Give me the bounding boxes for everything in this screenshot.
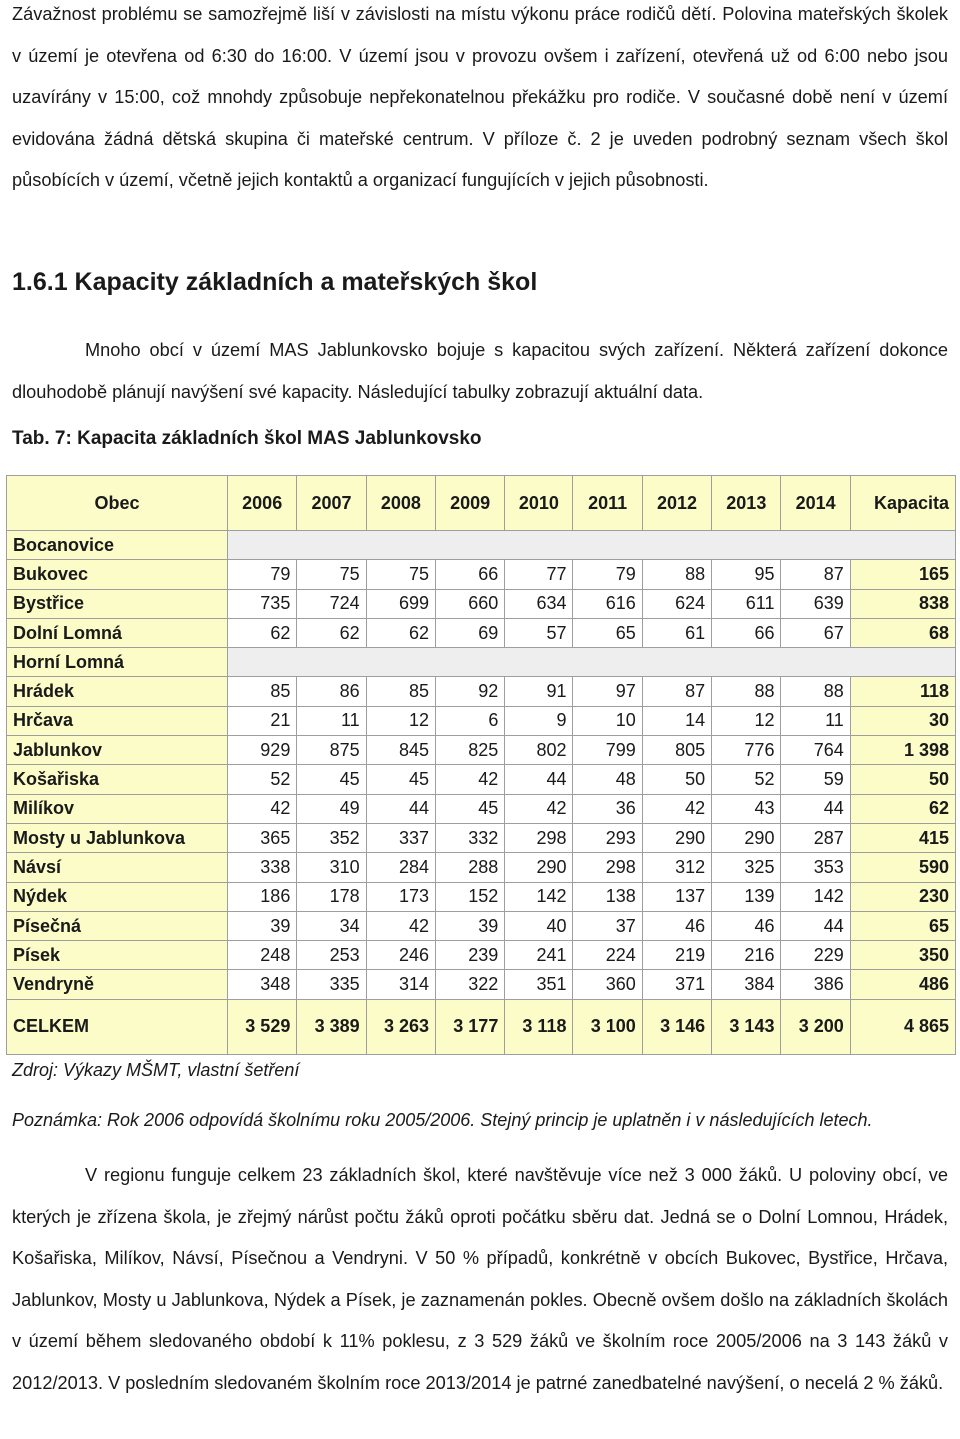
table-cell: 825 bbox=[436, 736, 505, 765]
table-cell: 360 bbox=[573, 970, 642, 999]
table-cell: 298 bbox=[505, 823, 573, 852]
table-cell: 66 bbox=[712, 618, 781, 647]
table-cell: 348 bbox=[228, 970, 297, 999]
table-cell: 44 bbox=[781, 794, 850, 823]
table-cell: 88 bbox=[712, 677, 781, 706]
header-cell-obec: Obec bbox=[7, 476, 228, 531]
header-cell-2014: 2014 bbox=[781, 476, 850, 531]
table-note: Poznámka: Rok 2006 odpovídá školnímu roku 2005/2006. Stejný princip je uplatněn i v následujících letech. bbox=[12, 1110, 873, 1130]
table-cell: 75 bbox=[297, 560, 366, 589]
header-cell-2009: 2009 bbox=[436, 476, 505, 531]
table-cell: 142 bbox=[505, 882, 573, 911]
table-cell: 57 bbox=[505, 618, 573, 647]
total-cell: 3 177 bbox=[436, 999, 505, 1054]
table-cell: 802 bbox=[505, 736, 573, 765]
table-cell: 88 bbox=[781, 677, 850, 706]
capacity-table bbox=[6, 475, 956, 1055]
header-cell-2012: 2012 bbox=[642, 476, 711, 531]
row-municipality: Bukovec bbox=[7, 560, 228, 589]
table-cell: 239 bbox=[436, 941, 505, 970]
total-cell: 3 100 bbox=[573, 999, 642, 1054]
table-cell: 293 bbox=[573, 823, 642, 852]
table-cell: 332 bbox=[436, 823, 505, 852]
row-municipality: Hrádek bbox=[7, 677, 228, 706]
table-cell: 87 bbox=[781, 560, 850, 589]
table-cell: 241 bbox=[505, 941, 573, 970]
table-cell: 353 bbox=[781, 853, 850, 882]
table-cell: 371 bbox=[642, 970, 711, 999]
table-row bbox=[7, 853, 956, 882]
table-cell: 616 bbox=[573, 589, 642, 618]
table-cell: 92 bbox=[436, 677, 505, 706]
table-row bbox=[7, 882, 956, 911]
table-cell: 21 bbox=[228, 706, 297, 735]
table-cell: 219 bbox=[642, 941, 711, 970]
table-cell: 139 bbox=[712, 882, 781, 911]
empty-row-filler bbox=[228, 648, 956, 677]
table-cell: 6 bbox=[436, 706, 505, 735]
table-cell: 384 bbox=[712, 970, 781, 999]
table-cell: 75 bbox=[366, 560, 435, 589]
table-cell: 325 bbox=[712, 853, 781, 882]
table-cell: 288 bbox=[436, 853, 505, 882]
row-municipality: Návsí bbox=[7, 853, 228, 882]
table-cell: 45 bbox=[366, 765, 435, 794]
table-cell: 312 bbox=[642, 853, 711, 882]
table-cell: 776 bbox=[712, 736, 781, 765]
table-cell: 298 bbox=[573, 853, 642, 882]
capacity-cell: 118 bbox=[850, 677, 955, 706]
row-municipality: Bystřice bbox=[7, 589, 228, 618]
table-body bbox=[7, 531, 956, 1000]
table-source: Zdroj: Výkazy MŠMT, vlastní šetření bbox=[12, 1060, 300, 1080]
capacity-cell: 838 bbox=[850, 589, 955, 618]
table-row bbox=[7, 911, 956, 940]
closing-paragraph-text: V regionu funguje celkem 23 základních škol, které navštěvuje více než 3 000 žáků. U poloviny obcí, ve kterých je zřízena škola, je zřejmý nárůst počtu žáků oproti počátku sběru dat. Jedná se o Dolní Lomnou, Hrádek, Košařiska, Milíkov, Návsí, Písečnou a Vendryni. V 50 % případů, konkrétně v obcích Bukovec, Bystřice, Hrčava, Jablunkov, Mosty u Jablunkova, Nýdek a Písek, je zaznamenán pokles. Obecně ovšem došlo na základních školách v území během sledovaného období k 11% poklesu, z 3 529 žáků ve školním roce 2005/2006 na 3 143 žáků v 2012/2013. V posledním sledovaném školním roce 2013/2014 je patrné zanedbatelné navýšení, o necelá 2 % žáků. bbox=[12, 1165, 948, 1393]
total-cell: 3 118 bbox=[505, 999, 573, 1054]
total-label: CELKEM bbox=[7, 999, 228, 1054]
table-cell: 39 bbox=[436, 911, 505, 940]
table-cell: 39 bbox=[228, 911, 297, 940]
table-cell: 322 bbox=[436, 970, 505, 999]
table-cell: 11 bbox=[781, 706, 850, 735]
table-cell: 142 bbox=[781, 882, 850, 911]
table-cell: 61 bbox=[642, 618, 711, 647]
table-cell: 37 bbox=[573, 911, 642, 940]
table-cell: 50 bbox=[642, 765, 711, 794]
table-cell: 42 bbox=[505, 794, 573, 823]
table-cell: 173 bbox=[366, 882, 435, 911]
table-cell: 44 bbox=[366, 794, 435, 823]
table-cell: 290 bbox=[712, 823, 781, 852]
capacity-cell: 1 398 bbox=[850, 736, 955, 765]
row-municipality: Hrčava bbox=[7, 706, 228, 735]
total-cell: 3 146 bbox=[642, 999, 711, 1054]
table-cell: 85 bbox=[366, 677, 435, 706]
table-cell: 40 bbox=[505, 911, 573, 940]
table-cell: 805 bbox=[642, 736, 711, 765]
table-cell: 52 bbox=[712, 765, 781, 794]
table-cell: 67 bbox=[781, 618, 850, 647]
table-cell: 45 bbox=[436, 794, 505, 823]
table-cell: 91 bbox=[505, 677, 573, 706]
table-cell: 724 bbox=[297, 589, 366, 618]
capacity-cell: 165 bbox=[850, 560, 955, 589]
table-cell: 44 bbox=[505, 765, 573, 794]
row-municipality: Horní Lomná bbox=[7, 648, 228, 677]
table-cell: 178 bbox=[297, 882, 366, 911]
header-cell-2008: 2008 bbox=[366, 476, 435, 531]
table-cell: 11 bbox=[297, 706, 366, 735]
table-cell: 79 bbox=[228, 560, 297, 589]
header-cell-2011: 2011 bbox=[573, 476, 642, 531]
table-cell: 45 bbox=[297, 765, 366, 794]
total-cell: 3 200 bbox=[781, 999, 850, 1054]
row-municipality: Jablunkov bbox=[7, 736, 228, 765]
table-cell: 290 bbox=[642, 823, 711, 852]
table-cell: 79 bbox=[573, 560, 642, 589]
table-row bbox=[7, 618, 956, 647]
section-heading: 1.6.1 Kapacity základních a mateřských škol bbox=[12, 268, 538, 296]
table-cell: 86 bbox=[297, 677, 366, 706]
table-cell: 287 bbox=[781, 823, 850, 852]
table-cell: 845 bbox=[366, 736, 435, 765]
header-cell-2010: 2010 bbox=[505, 476, 573, 531]
table-cell: 65 bbox=[573, 618, 642, 647]
table-cell: 875 bbox=[297, 736, 366, 765]
capacity-cell: 68 bbox=[850, 618, 955, 647]
table-cell: 764 bbox=[781, 736, 850, 765]
table-cell: 42 bbox=[228, 794, 297, 823]
table-cell: 62 bbox=[366, 618, 435, 647]
table-cell: 735 bbox=[228, 589, 297, 618]
table-cell: 138 bbox=[573, 882, 642, 911]
capacity-cell: 486 bbox=[850, 970, 955, 999]
table-cell: 929 bbox=[228, 736, 297, 765]
table-cell: 337 bbox=[366, 823, 435, 852]
table-cell: 310 bbox=[297, 853, 366, 882]
table-cell: 62 bbox=[297, 618, 366, 647]
table-cell: 48 bbox=[573, 765, 642, 794]
capacity-cell: 30 bbox=[850, 706, 955, 735]
table-cell: 248 bbox=[228, 941, 297, 970]
capacity-cell: 62 bbox=[850, 794, 955, 823]
table-cell: 799 bbox=[573, 736, 642, 765]
table-cell: 660 bbox=[436, 589, 505, 618]
table-row bbox=[7, 765, 956, 794]
table-row bbox=[7, 677, 956, 706]
table-cell: 699 bbox=[366, 589, 435, 618]
table-cell: 253 bbox=[297, 941, 366, 970]
table-cell: 42 bbox=[436, 765, 505, 794]
capacity-cell: 50 bbox=[850, 765, 955, 794]
table-total-row bbox=[7, 999, 956, 1054]
table-cell: 43 bbox=[712, 794, 781, 823]
table-cell: 216 bbox=[712, 941, 781, 970]
table-cell: 34 bbox=[297, 911, 366, 940]
table-cell: 12 bbox=[366, 706, 435, 735]
table-row bbox=[7, 736, 956, 765]
intro-paragraph: Závažnost problému se samozřejmě liší v závislosti na místu výkonu práce rodičů dětí. Polovina mateřských školek v území je otevřena od 6:30 do 16:00. V území jsou v provozu ovšem i zařízení, otevřená už od 6:00 nebo jsou uzavírány v 15:00, což mnohdy způsobuje nepřekonatelnou překážku pro rodiče. V současné době není v území evidována žádná dětská skupina či mateřské centrum. V příloze č. 2 je uveden podrobný seznam všech škol působících v území, včetně jejich kontaktů a organizací fungujících v jejich působnosti. bbox=[12, 4, 948, 190]
table-cell: 69 bbox=[436, 618, 505, 647]
table-cell: 10 bbox=[573, 706, 642, 735]
table-cell: 351 bbox=[505, 970, 573, 999]
table-cell: 338 bbox=[228, 853, 297, 882]
table-cell: 14 bbox=[642, 706, 711, 735]
total-cell: 3 143 bbox=[712, 999, 781, 1054]
total-cell: 3 263 bbox=[366, 999, 435, 1054]
row-municipality: Košařiska bbox=[7, 765, 228, 794]
total-cell: 3 389 bbox=[297, 999, 366, 1054]
table-cell: 365 bbox=[228, 823, 297, 852]
table-cell: 9 bbox=[505, 706, 573, 735]
table-cell: 97 bbox=[573, 677, 642, 706]
capacity-cell: 590 bbox=[850, 853, 955, 882]
table-row bbox=[7, 648, 956, 677]
capacity-cell: 230 bbox=[850, 882, 955, 911]
table-cell: 224 bbox=[573, 941, 642, 970]
table-cell: 335 bbox=[297, 970, 366, 999]
table-cell: 284 bbox=[366, 853, 435, 882]
table-cell: 66 bbox=[436, 560, 505, 589]
row-municipality: Nýdek bbox=[7, 882, 228, 911]
total-cell: 3 529 bbox=[228, 999, 297, 1054]
table-cell: 42 bbox=[366, 911, 435, 940]
row-municipality: Písečná bbox=[7, 911, 228, 940]
closing-paragraph bbox=[12, 1155, 948, 1404]
capacity-cell: 350 bbox=[850, 941, 955, 970]
table-cell: 44 bbox=[781, 911, 850, 940]
capacity-cell: 415 bbox=[850, 823, 955, 852]
row-municipality: Mosty u Jablunkova bbox=[7, 823, 228, 852]
section-paragraph bbox=[12, 330, 948, 413]
table-row bbox=[7, 531, 956, 560]
row-municipality: Milíkov bbox=[7, 794, 228, 823]
table-cell: 42 bbox=[642, 794, 711, 823]
table-cell: 59 bbox=[781, 765, 850, 794]
header-cell-kapacita: Kapacita bbox=[850, 476, 955, 531]
table-cell: 386 bbox=[781, 970, 850, 999]
row-municipality: Bocanovice bbox=[7, 531, 228, 560]
table-cell: 12 bbox=[712, 706, 781, 735]
section-paragraph-text: Mnoho obcí v území MAS Jablunkovsko bojuje s kapacitou svých zařízení. Některá zařízení dokonce dlouhodobě plánují navýšení své kapacity. Následující tabulky zobrazují aktuální data. bbox=[12, 340, 948, 402]
table-row bbox=[7, 794, 956, 823]
table-header-row bbox=[7, 476, 956, 531]
header-cell-2013: 2013 bbox=[712, 476, 781, 531]
table-cell: 85 bbox=[228, 677, 297, 706]
table-cell: 314 bbox=[366, 970, 435, 999]
table-cell: 634 bbox=[505, 589, 573, 618]
header-cell-2006: 2006 bbox=[228, 476, 297, 531]
header-cell-2007: 2007 bbox=[297, 476, 366, 531]
table-cell: 52 bbox=[228, 765, 297, 794]
table-cell: 46 bbox=[712, 911, 781, 940]
table-cell: 352 bbox=[297, 823, 366, 852]
table-cell: 624 bbox=[642, 589, 711, 618]
table-cell: 36 bbox=[573, 794, 642, 823]
table-cell: 62 bbox=[228, 618, 297, 647]
capacity-cell: 65 bbox=[850, 911, 955, 940]
table-cell: 246 bbox=[366, 941, 435, 970]
table-row bbox=[7, 706, 956, 735]
table-cell: 611 bbox=[712, 589, 781, 618]
empty-row-filler bbox=[228, 531, 956, 560]
table-row bbox=[7, 589, 956, 618]
table-cell: 88 bbox=[642, 560, 711, 589]
table-cell: 137 bbox=[642, 882, 711, 911]
total-capacity: 4 865 bbox=[850, 999, 955, 1054]
table-cell: 95 bbox=[712, 560, 781, 589]
table-cell: 152 bbox=[436, 882, 505, 911]
table-row bbox=[7, 970, 956, 999]
table-cell: 46 bbox=[642, 911, 711, 940]
table-cell: 229 bbox=[781, 941, 850, 970]
table-row bbox=[7, 823, 956, 852]
table-row bbox=[7, 560, 956, 589]
row-municipality: Vendryně bbox=[7, 970, 228, 999]
table-caption: Tab. 7: Kapacita základních škol MAS Jablunkovsko bbox=[12, 428, 482, 449]
row-municipality: Dolní Lomná bbox=[7, 618, 228, 647]
table-cell: 290 bbox=[505, 853, 573, 882]
table-cell: 49 bbox=[297, 794, 366, 823]
row-municipality: Písek bbox=[7, 941, 228, 970]
table-cell: 87 bbox=[642, 677, 711, 706]
table-row bbox=[7, 941, 956, 970]
table-cell: 77 bbox=[505, 560, 573, 589]
table-cell: 639 bbox=[781, 589, 850, 618]
table-cell: 186 bbox=[228, 882, 297, 911]
